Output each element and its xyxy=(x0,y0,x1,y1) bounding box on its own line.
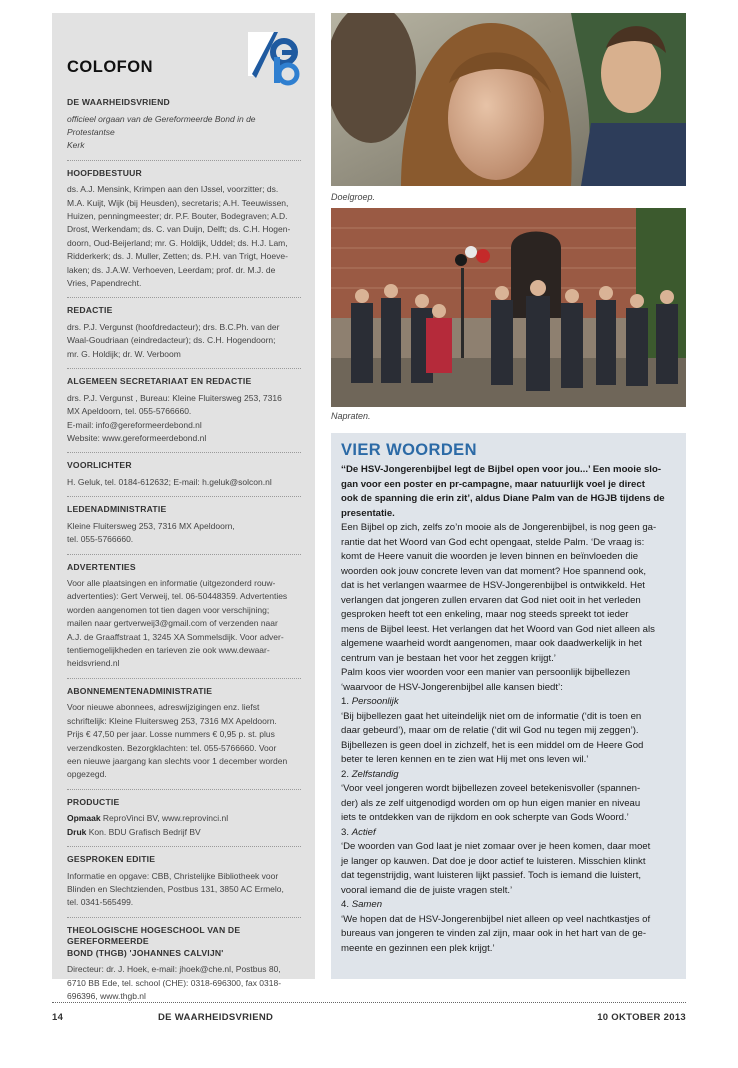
photo-napraten xyxy=(331,208,686,407)
colofon-section-body: H. Geluk, tel. 0184-612632; E-mail: h.geluk@solcon.nl xyxy=(67,476,272,487)
colofon-section-body: Directeur: dr. J. Hoek, e-mail: jhoek@che.nl, Postbus 80, 6710 BB Ede, tel. school (CHE): 0318-696300, fax 0318- 696396, www.thgb.nl xyxy=(67,964,282,1002)
crowd-photo xyxy=(331,208,686,407)
page-number: 14 xyxy=(52,1012,64,1023)
colofon-section-body: Informatie en opgave: CBB, Christelijke Bibliotheek voor Blinden en Slechtzienden, Postbus 131, 3850 AC Ermelo, tel. 0341-565499. xyxy=(67,870,284,908)
colofon-section-heading: REDACTIE xyxy=(67,305,113,316)
colofon-section-heading: VOORLICHTER xyxy=(67,460,132,471)
colofon-section xyxy=(67,168,301,299)
article-item-text: ‘Voor veel jongeren wordt bijbellezen zoveel betekenisvoller (spannen- der) als ze zelf uitgenodigd worden om op hun eigen manier en niveau iets te ontdekken van de rijkdom en ook scherpte van Gods Woord.’ xyxy=(341,783,641,823)
article-item-heading xyxy=(341,695,676,710)
article-item-text: ‘We hopen dat de HSV-Jongerenbijbel niet alleen op veel nachtkastjes of bureaus van jongeren te vinden zal zijn, maar ook in het hart van de ge- meente en gezinnen een plek krijgt.’ xyxy=(341,913,651,954)
article-lead: ‘‘De HSV-Jongerenbijbel legt de Bijbel open voor jou...’ Een mooie slo- gan voor een poster en pr-campagne, maar natuurlijk voel je direct ook de spanning die erin zit’, aldus Diane Palm van de HGJB tijdens de presentatie. xyxy=(341,464,665,519)
photo-doelgroep xyxy=(331,13,686,186)
article-paragraph: Palm koos vier woorden voor een manier van persoonlijk bijbellezen ‘waarvoor de HSV-Jongerenbijbel alle kansen biedt’: xyxy=(341,667,631,693)
colofon-section-body: officieel orgaan van de Gereformeerde Bond in de Protestantse Kerk xyxy=(67,113,256,151)
article-item-text: ‘Bij bijbellezen gaat het uiteindelijk niet om de informatie (‘dit is toen en daar gebeurd’), maar om de relatie (‘dit wil God nu tegen mij zeggen’). Bijbellezen is geen doel in zichzelf, het is een middel om de Heere God beter te leren kennen en te zien wat Hij met ons leven wil.’ xyxy=(341,710,644,765)
colofon-section xyxy=(67,854,301,918)
gereformeerde-bond-logo xyxy=(244,30,304,90)
issue-date: 10 OKTOBER 2013 xyxy=(597,1012,686,1023)
article-item-heading xyxy=(341,768,676,783)
production-value: Kon. BDU Grafisch Bedrijf BV xyxy=(88,826,201,837)
colofon-section-body: drs. P.J. Vergunst (hoofdredacteur); drs. B.C.Ph. van der Waal-Goudriaan (eindredacteur); ds. C.H. Hogendoorn; mr. G. Holdijk; dr. W. Verboom xyxy=(67,321,280,359)
caption-doelgroep: Doelgroep. xyxy=(331,192,376,202)
colofon-section xyxy=(67,797,301,847)
production-label: Druk xyxy=(67,826,87,837)
article-body xyxy=(341,521,676,956)
article-vier-woorden xyxy=(331,433,686,979)
caption-napraten: Napraten. xyxy=(331,411,371,421)
article-item-heading xyxy=(341,898,676,913)
colofon-section-heading: ADVERTENTIES xyxy=(67,561,136,572)
magazine-name: DE WAARHEIDSVRIEND xyxy=(158,1012,274,1023)
colofon-section-body: Voor nieuwe abonnees, adreswijzigingen enz. liefst schriftelijk: Kleine Fluitersweg 253, 7316 MX Apeldoorn. Prijs € 47,50 per jaar. Losse nummers € 0,95 p. st. plus verzendkosten. Bezorgklachten: tel. 055-5766660. Voor een nieuwe jaargang kan slechts voor 1 december worden opgezegd. xyxy=(67,702,288,780)
colofon-section xyxy=(67,305,301,369)
item-label: Samen xyxy=(351,899,383,910)
footer-divider xyxy=(52,1002,686,1003)
item-label: Zelfstandig xyxy=(351,768,399,780)
article-item-heading xyxy=(341,826,676,841)
colofon-section-heading: ABONNEMENTENADMINISTRATIE xyxy=(67,685,213,696)
colofon-section xyxy=(67,504,301,554)
colofon-section xyxy=(67,97,301,161)
article-items xyxy=(341,695,676,956)
colofon-section-body: Kleine Fluitersweg 253, 7316 MX Apeldoorn, tel. 055-5766660. xyxy=(67,520,235,545)
colofon-production-line xyxy=(67,826,301,839)
colofon-section xyxy=(67,562,301,679)
item-number: 4. xyxy=(341,899,350,910)
article-item-text: ‘De woorden van God laat je niet zomaar over je heen komen, daar moet je langer op kauwen. Dat doe je door actief te luisteren. Misschien klinkt dat tegenstrijdig, want luisteren lijkt passief. Toch is iemand die luistert, vooral iemand die de juiste vragen stelt.’ xyxy=(341,841,651,896)
colofon-section-heading: ALGEMEEN SECRETARIAAT EN REDACTIE xyxy=(67,376,252,387)
item-number: 1. xyxy=(341,696,350,707)
item-number: 2. xyxy=(341,768,350,780)
colofon-section xyxy=(67,686,301,790)
colofon-section-heading: HOOFDBESTUUR xyxy=(67,167,142,178)
item-number: 3. xyxy=(341,826,350,838)
colofon-section-body: drs. P.J. Vergunst , Bureau: Kleine Fluitersweg 253, 7316 MX Apeldoorn, tel. 055-5766660. E-mail: info@gereformeerdebond.nl Website: www.gereformeerdebond.nl xyxy=(67,392,282,443)
colofon-sections xyxy=(67,97,301,1018)
production-label: Opmaak xyxy=(67,813,101,824)
colofon-section-heading: PRODUCTIE xyxy=(67,796,120,807)
colofon-section-heading: THEOLOGISCHE HOGESCHOOL VAN DE GEREFORMEERDE BOND (THGB) 'JOHANNES CALVIJN' xyxy=(67,924,241,958)
article-title: VIER WOORDEN xyxy=(341,441,477,459)
colofon-production-line xyxy=(67,812,301,825)
colofon-title: COLOFON xyxy=(67,58,153,76)
article-paragraph: Een Bijbel op zich, zelfs zo’n mooie als de Jongerenbijbel, is nog geen ga- rantie dat het Woord van God echt opengaat, stelde Palm. ‘De vraag is: komt de Heere vanuit die woorden je leven binnen en beïnvloeden die woorden ook jouw concrete leven van dat moment? Hoe spannend ook, dat is het verlangen waarmee de HSV-Jongerenbijbel is ontwikkeld. Het verlangen dat jongeren zullen ervaren dat God niet ooit in het verleden gesproken heeft tot een enkeling, maar nog steeds spreekt tot ieder mens de Bijbel leest. Het verlangen dat het Woord van God niet alleen als algemene waarheid wordt aangenomen, maar ook daadwerkelijk in het centrum van je bestaan het voor het zeggen krijgt.’ xyxy=(341,522,657,664)
colofon-section-heading: LEDENADMINISTRATIE xyxy=(67,504,167,515)
colofon-panel xyxy=(52,13,315,1002)
colofon-section-heading: GESPROKEN EDITIE xyxy=(67,854,156,865)
item-label: Actief xyxy=(351,826,376,838)
production-value: ReproVinci BV, www.reprovinci.nl xyxy=(102,813,229,824)
colofon-section-heading: DE WAARHEIDSVRIEND xyxy=(67,97,170,107)
colofon-section xyxy=(67,376,301,453)
item-label: Persoonlijk xyxy=(351,696,399,707)
colofon-section-body: Voor alle plaatsingen en informatie (uitgezonderd rouw- advertenties): Gert Verweij, tel. 06-50448359. Advertenties worden aangenomen tot tien dagen voor verschijning; mailen naar gertverweij3@gmail.com of verzenden naar A.J. de Graaffstraat 1, 3245 XA Sommelsdijk. Voor adver- tentiemogelijkheden en tarieven zie ook www.dewaar- heidsvriend.nl xyxy=(67,578,288,669)
colofon-section xyxy=(67,925,301,1011)
audience-photo xyxy=(331,13,686,186)
colofon-section-body: ds. A.J. Mensink, Krimpen aan den IJssel, voorzitter; ds. M.A. Kuijt, Wijk (bij Heusden), secretaris; A.H. Teeuwissen, Huizen, penningmeester; dr. P.F. Bouter, Bodegraven; A.D. Drost, Werkendam; ds. C. van Duijn, Delft; ds. C.H. Hogen- doorn, Oud-Beijerland; mr. G. Holdijk, Uddel; ds. H.J. Lam, Ridderkerk; ds. J. Muller, Zetten; ds. P.H. van Trigt, Hoeve- laken; ds. J.A.W. Verhoeven, Leerdam; prof. dr. M.J. de Vries, Papendrecht. xyxy=(67,184,291,289)
colofon-section xyxy=(67,460,301,497)
